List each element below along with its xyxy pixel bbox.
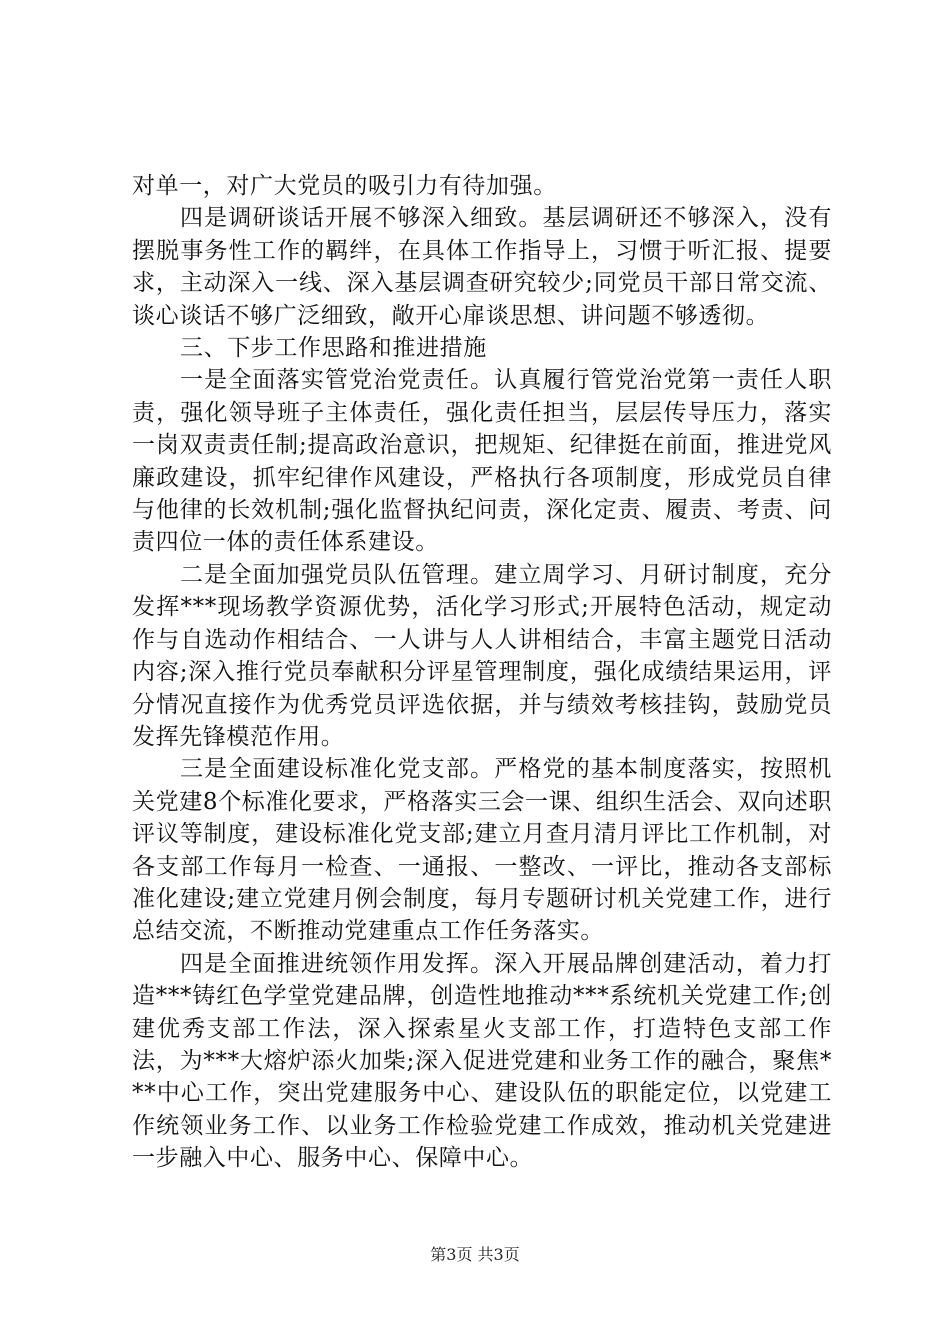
document-body: [132, 170, 832, 1175]
section-heading-next-steps: 三、下步工作思路和推进措施: [180, 335, 487, 362]
paragraph-measure-two: 二是全面加强党员队伍管理。建立周学习、月研讨制度，充分发挥***现场教学资源优势，活化学习形式;开展特色活动，规定动作与自选动作相结合、一人讲与人人讲相结合，丰富主题党日活动内容;深入推行党员奉献积分评星管理制度，强化成绩结果运用，评分情况直接作为优秀党员评选依据，并与绩效考核挂钩，鼓励党员发挥先锋模范作用。: [132, 561, 832, 750]
paragraph-continuation: 对单一，对广大党员的吸引力有待加强。: [132, 173, 557, 199]
paragraph-point-four-research: 四是调研谈话开展不够深入细致。基层调研还不够深入，没有摆脱事务性工作的羁绊，在具体工作指导上，习惯于听汇报、提要求，主动深入一线、深入基层调查研究较少;同党员干部日常交流、谈心谈话不够广泛细致，敞开心扉谈思想、讲问题不够透彻。: [132, 205, 832, 329]
paragraph-measure-three: 三是全面建设标准化党支部。严格党的基本制度落实，按照机关党建8个标准化要求，严格落实三会一课、组织生活会、双向述职评议等制度，建设标准化党支部;建立月查月清月评比工作机制，对各支部工作每月一检查、一通报、一整改、一评比，推动各支部标准化建设;建立党建月例会制度，每月专题研讨机关党建工作，进行总结交流，不断推动党建重点工作任务落实。: [132, 756, 832, 945]
paragraph-measure-one: 一是全面落实管党治党责任。认真履行管党治党第一责任人职责，强化领导班子主体责任，强化责任担当，层层传导压力，落实一岗双责责任制;提高政治意识，把规矩、纪律挺在前面，推进党风廉政建设，抓牢纪律作风建设，严格执行各项制度，形成党员自律与他律的长效机制;强化监督执纪问责，深化定责、履责、考责、问责四位一体的责任体系建设。: [132, 367, 832, 556]
page-number-footer: 第3页 共3页: [430, 1245, 520, 1264]
paragraph-measure-four: 四是全面推进统领作用发挥。深入开展品牌创建活动，着力打造***铸红色学堂党建品牌，创造性地推动***系统机关党建工作;创建优秀支部工作法，深入探索星火支部工作，打造特色支部工作法，为***大熔炉添火加柴;深入促进党建和业务工作的融合，聚焦***中心工作，突出党建服务中心、建设队伍的职能定位，以党建工作统领业务工作、以业务工作检验党建工作成效，推动机关党建进一步融入中心、服务中心、保障中心。: [132, 950, 832, 1172]
